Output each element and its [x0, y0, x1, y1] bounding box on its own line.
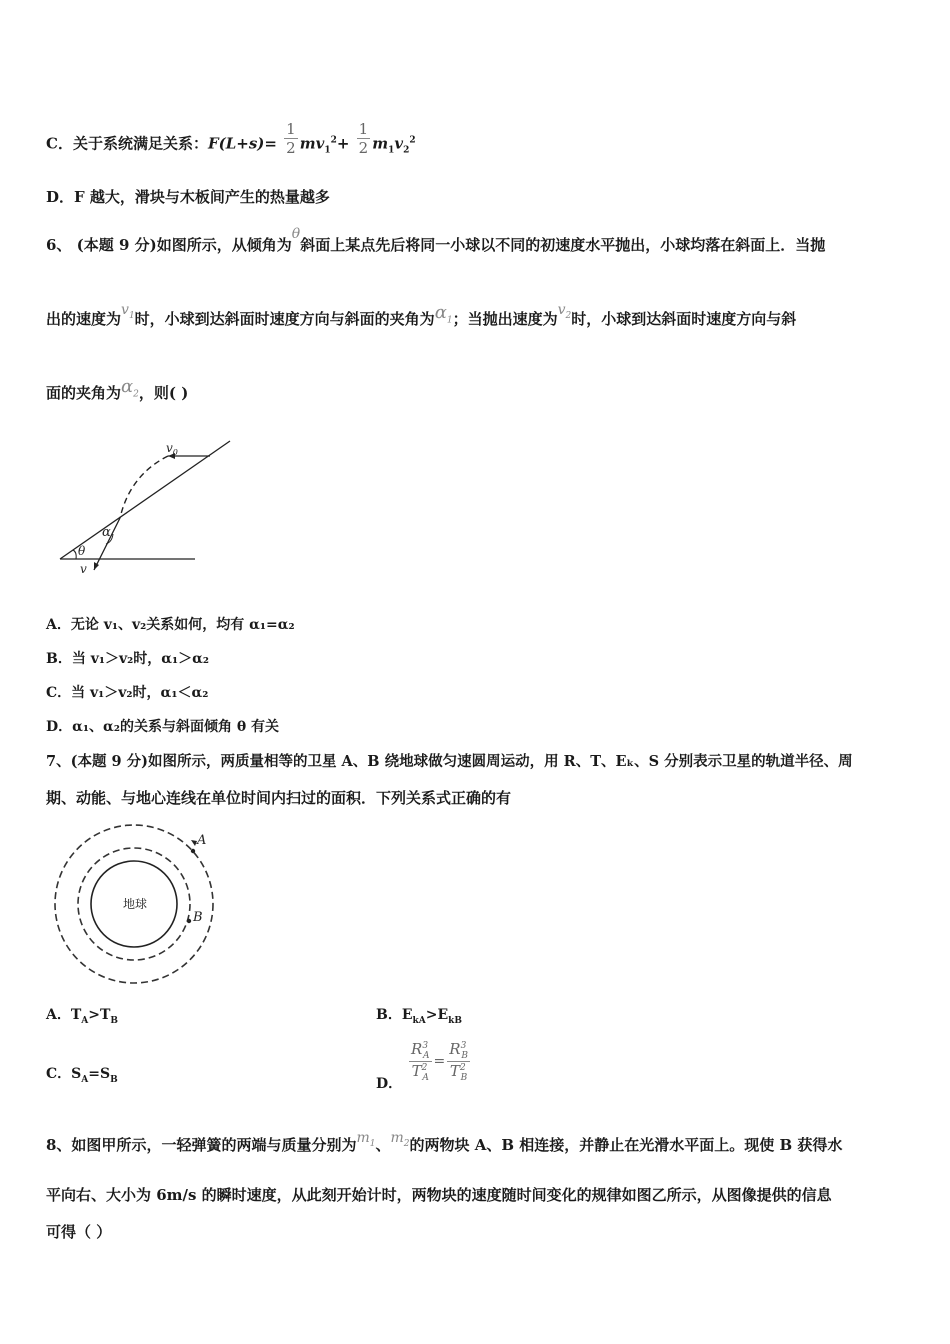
q7-stem-line-1: 7、(本题 9 分)如图所示，两质量相等的卫星 A、B 绕地球做匀速圆周运动，用 R、T、Eₖ、S 分别表示卫星的轨道半径、周 [46, 753, 853, 770]
q7-option-d: D． $\frac{R^3_A}{T^2_A}$ = $\frac{R^3_B}{T^2_B}$ [376, 1040, 468, 1092]
theta-arc [73, 550, 76, 559]
earth-label: 地球 [123, 897, 148, 911]
v1-symbol: $v_1$ [121, 302, 135, 321]
theta-label: θ [78, 544, 86, 558]
q5-option-c: C．关于系统满足关系：F(L+s)= $\frac{1}{2}$ $mv_1^2+$ $\frac{1}{2}$ $m_1v_2^2$ [46, 120, 416, 157]
q5-option-c-lhs: F(L+s)= [207, 134, 277, 153]
v0-label: $v_0$ [166, 441, 178, 457]
q7-option-c: C．$S_A=S_B$ [46, 1066, 118, 1085]
q6-stem-line-3: 面的夹角为$\alpha_2$，则( ) [46, 376, 189, 402]
q8-stem-line-3: 可得（ ） [46, 1223, 112, 1241]
q7-stem-line-2: 期、动能、与地心连线在单位时间内扫过的面积．下列关系式正确的有 [46, 789, 512, 807]
satellite-b-label: B [193, 910, 203, 925]
q6-option-c: C．当 v₁＞v₂时，α₁＜α₂ [46, 685, 209, 701]
theta-symbol: θ [291, 226, 301, 242]
alpha1-symbol: $\alpha_1$ [434, 302, 453, 326]
q6-incline-figure [50, 430, 240, 580]
q7-option-a: A．$T_A>T_B$ [46, 1007, 119, 1026]
trajectory-dashed [120, 456, 168, 518]
q6-option-a: A．无论 v₁、v₂关系如何，均有 α₁=α₂ [46, 617, 295, 633]
q6-option-b: B．当 v₁＞v₂时，α₁＞α₂ [46, 651, 210, 667]
satellite-b-dot [187, 919, 191, 923]
alpha-label: α [102, 525, 111, 540]
satellite-a-dot [191, 849, 195, 853]
q7-orbit-figure [50, 818, 220, 990]
m1-symbol: $m_1$ [356, 1130, 376, 1149]
q5-option-d: D．F 越大，滑块与木板间产生的热量越多 [46, 188, 330, 206]
alpha2-symbol: $\alpha_2$ [121, 376, 139, 400]
q6-stem-line-2: 出的速度为$v_1$时，小球到达斜面时速度方向与斜面的夹角为$\alpha_1$；当抛出速度为$v_2$时，小球到达斜面时速度方向与斜 [46, 302, 797, 328]
half-fraction-1: $\frac{1}{2}$ [286, 120, 296, 157]
q6-stem-line-1: 6、 (本题 9 分)如图所示，从倾角为θ斜面上某点先后将同一小球以不同的初速度水平抛出，小球均落在斜面上．当抛 [46, 226, 826, 254]
v2-symbol: $v_2$ [557, 302, 572, 321]
q8-stem-line-2: 平向右、大小为 6m/s 的瞬时速度，从此刻开始计时，两物块的速度随时间变化的规律如图乙所示，从图像提供的信息 [46, 1186, 832, 1204]
satellite-a-label: A [197, 833, 207, 848]
m2-symbol: $m_2$ [390, 1130, 410, 1149]
q8-stem-line-1: 8、如图甲所示，一轻弹簧的两端与质量分别为$m_1$、$m_2$的两物块 A、B 相连接，并静止在光滑水平面上。现使 B 获得水 [46, 1130, 843, 1154]
q7-option-b: B．$E_{kA}>E_{kB}$ [376, 1007, 462, 1026]
half-fraction-2: $\frac{1}{2}$ [358, 120, 369, 157]
q6-option-d: D．α₁、α₂的关系与斜面倾角 θ 有关 [46, 719, 280, 735]
v-label: v [80, 562, 87, 576]
q5-option-c-prefix: C．关于系统满足关系： [46, 134, 208, 153]
incline-line [60, 441, 230, 559]
ra-over-ta-fraction: $\frac{R^3_A}{T^2_A}$ [411, 1040, 430, 1083]
velocity-arrow-icon [94, 562, 99, 570]
rb-over-tb-fraction: $\frac{R^3_B}{T^2_B}$ [449, 1040, 468, 1083]
